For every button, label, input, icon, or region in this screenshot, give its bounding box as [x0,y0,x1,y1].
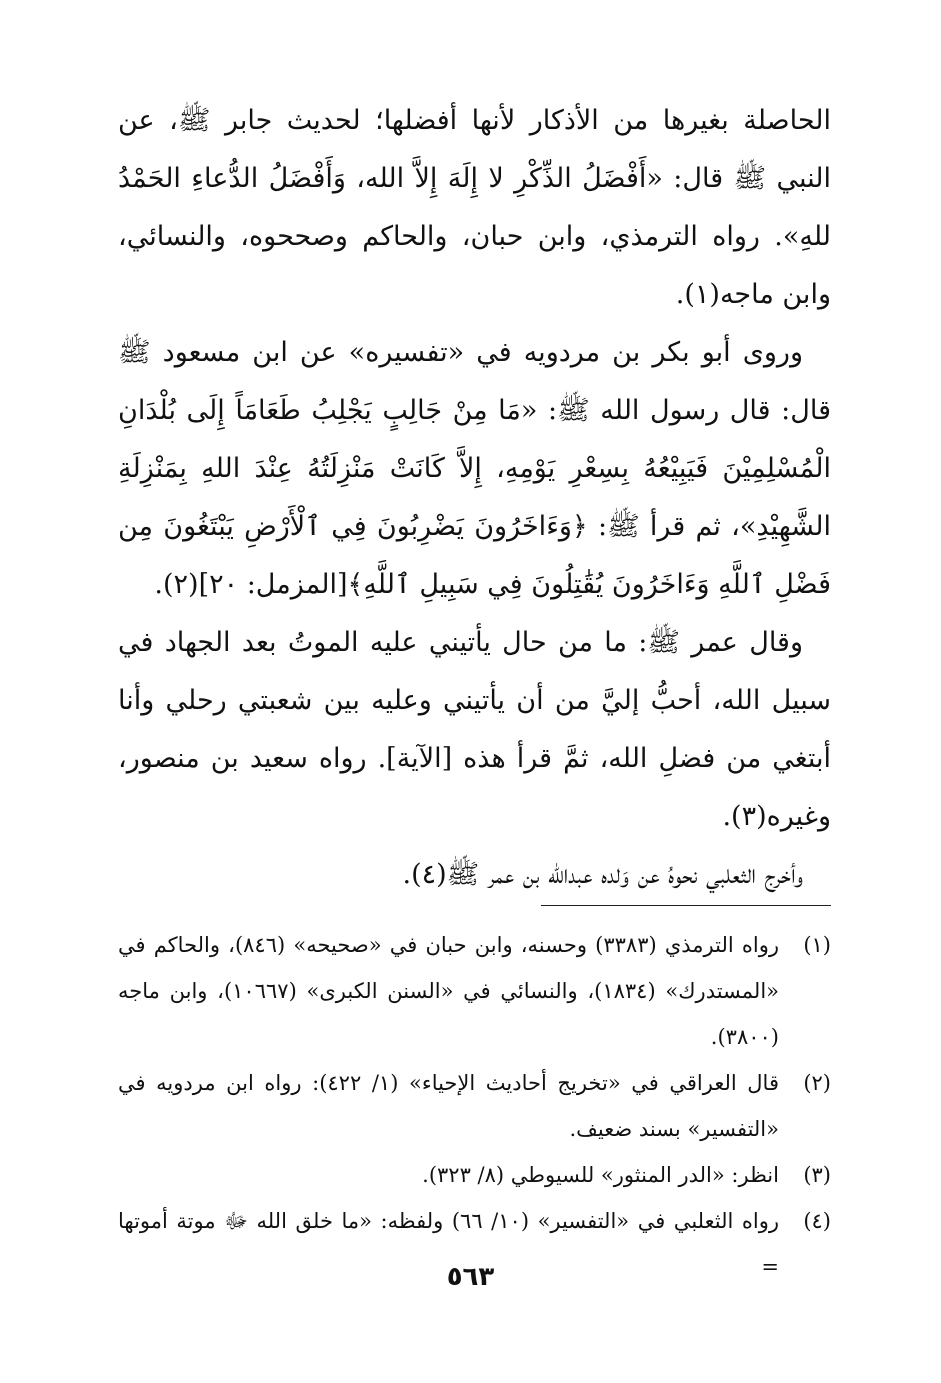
footnote-3 [118,1152,831,1198]
footnote-1 [118,922,831,1060]
paragraph-3: وقال عمر ﷺ: ما من حال يأتيني عليه الموتُ بعد الجهاد في سبيل الله، أحبُّ إليَّ من أن يأتيني وعليه بين شعبتي رحلي وأنا أبتغي من فضلِ الله، ثمَّ قرأ هذه [الآية]. رواه سعيد بن منصور، وغيره(٣). [118,627,831,832]
footnote-text: انظر: «الدر المنثور» للسيوطي (٨/ ٣٢٣). [422,1163,779,1187]
footnote-number: (٢) [803,1071,831,1095]
footnote-number: (٣) [803,1163,831,1187]
footnote-2 [118,1060,831,1152]
footnotes [118,922,831,1290]
main-text [118,92,831,904]
footnote-text: رواه الثعلبي في «التفسير» (١٠/ ٦٦) ولفظه: «ما خلق الله ﷻ موتة أموتها = [118,1209,779,1279]
footnote-separator [541,905,831,906]
page-number: ٥٦٣ [446,1262,495,1292]
footnote-text: قال العراقي في «تخريج أحاديث الإحياء» (١/ ٤٢٢): رواه ابن مردويه في «التفسير» بسند ضعيف. [118,1071,779,1141]
footnote-number: (٤) [803,1209,831,1233]
paragraph-1: الحاصلة بغيرها من الأذكار لأنها أفضلها؛ لحديث جابر ﷺ، عن النبي ﷺ قال: «أَفْضَلُ الذِّكْرِ لا إِلَهَ إِلاَّ الله، وَأَفْضَلُ الدُّعاءِ الحَمْدُ للهِ». رواه الترمذي، وابن حبان، والحاكم وصححوه، والنسائي، وابن ماجه(١). [118,105,831,310]
footnote-text: رواه الترمذي (٣٣٨٣) وحسنه، وابن حبان في «صحيحه» (٨٤٦)، والحاكم في «المستدرك» (١٨٣٤)، والنسائي في «السنن الكبرى» (١٠٦٦٧)، وابن ماجه (٣٨٠٠). [118,933,780,1049]
footnote-number: (١) [803,933,831,957]
paragraph-4: وأخرج الثعلبي نحوهُ عن وَلده عبدالله بن عمر ﷺ(٤). [402,859,803,890]
paragraph-2: وروى أبو بكر بن مردويه في «تفسيره» عن ابن مسعود ﷺ قال: قال رسول الله ﷺ: «مَا مِنْ جَالِبٍ يَجْلِبُ طَعَامَاً إِلَى بُلْدَانِ الْمُسْلِمِيْنَ فَيَبِيْعُهُ بِسِعْرِ يَوْمِهِ، إِلاَّ كَانَتْ مَنْزِلَتُهُ عِنْدَ اللهِ بِمَنْزِلَةِ الشَّهِيْدِ»، ثم قرأ ﷺ: ﴿وَءَاخَرُونَ يَضْرِبُونَ فِي ٱلْأَرْضِ يَبْتَغُونَ مِن فَضْلِ ٱللَّهِ وَءَاخَرُونَ يُقَٰتِلُونَ فِي سَبِيلِ ٱللَّهِ﴾[المزمل: ٢٠](٢). [118,337,831,600]
